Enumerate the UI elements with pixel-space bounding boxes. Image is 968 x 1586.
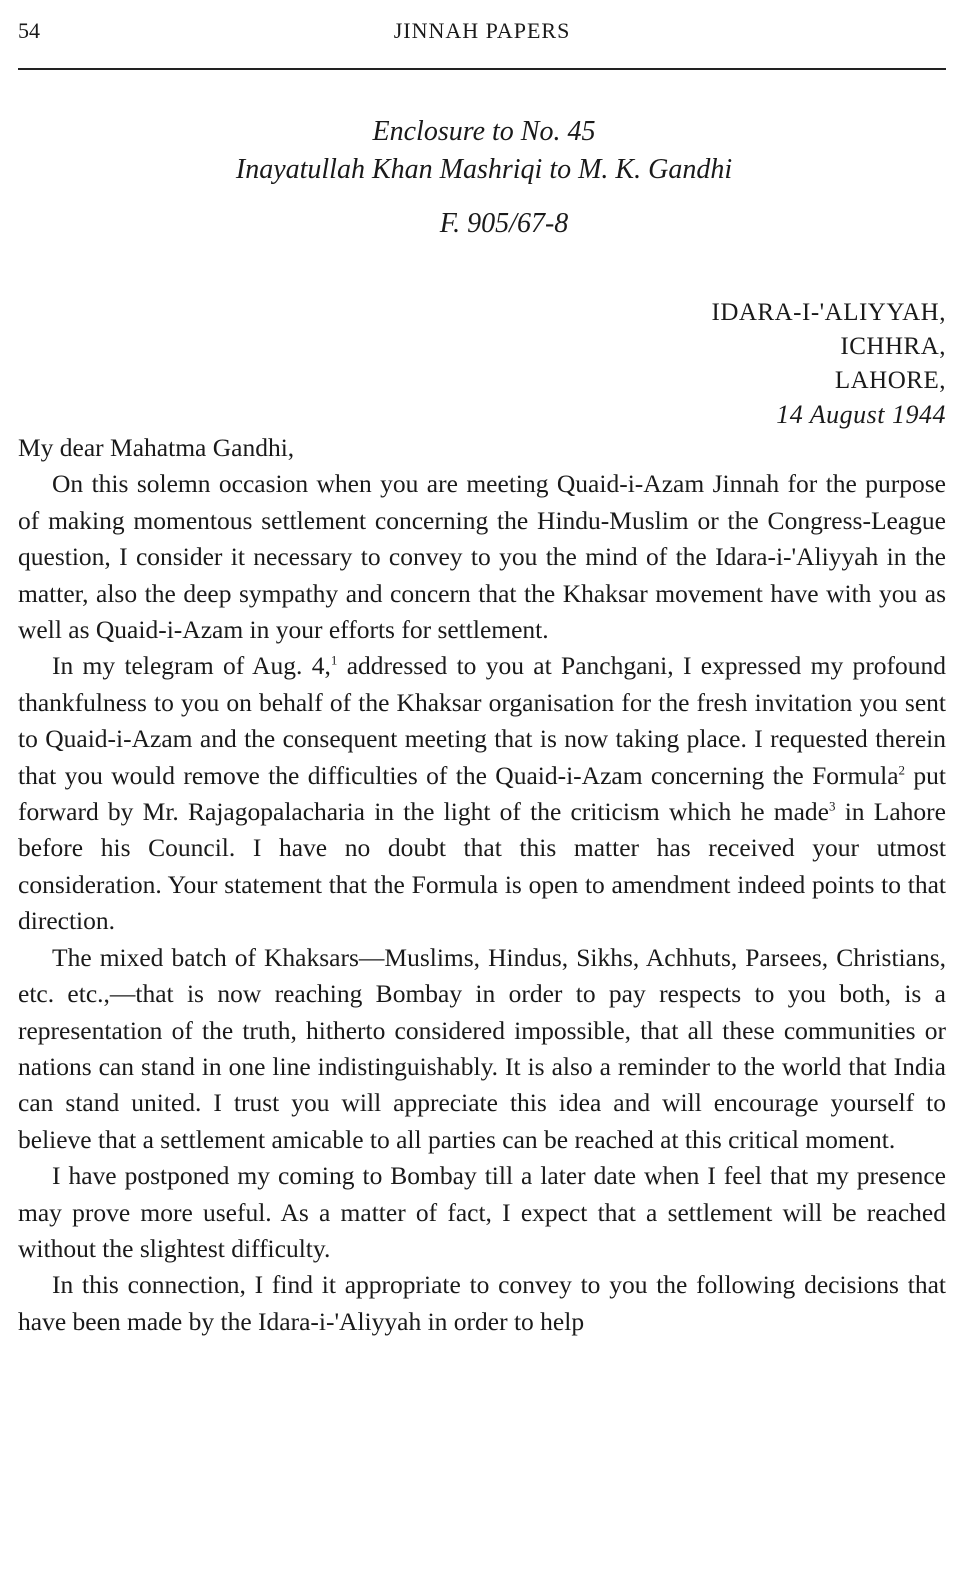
page-header xyxy=(18,14,946,50)
salutation: My dear Mahatma Gandhi, xyxy=(18,433,295,462)
letter-date: 14 August 1944 xyxy=(776,400,946,429)
paragraph-2-text: In my telegram of Aug. 4, xyxy=(52,651,331,681)
enclosure-heading: Enclosure to No. 45 xyxy=(372,116,596,147)
paragraph-3: The mixed batch of Khaksars—Muslims, Hindus, Sikhs, Achhuts, Parsees, Christians, etc. etc.,—that is now reaching Bombay in order to pay respects to you both, is a representation of the truth, hitherto considered impossible, that all these communities or nations can stand in one line indistinguishably. It is also a reminder to the world that India can stand united. I trust you will appreciate this idea and will encourage yourself to believe that a settlement amicable to all parties can be reached at this critical moment. xyxy=(18,942,946,1154)
letter-body xyxy=(18,430,946,1340)
correspondents-heading: Inayatullah Khan Mashriqi to M. K. Gandhi xyxy=(235,154,733,185)
sender-address xyxy=(712,296,947,432)
paragraph-4: I have postponed my coming to Bombay till a later date when I feel that my presence may prove more useful. As a matter of fact, I expect that a settlement will be reached without the slightest difficulty. xyxy=(18,1161,946,1263)
address-line-1: IDARA-I-'ALIYYAH, xyxy=(711,299,946,326)
running-title: JINNAH PAPERS xyxy=(393,18,571,43)
paragraph-5: In this connection, I find it appropriate to convey to you the following decisions that have been made by the Idara-i-'Aliyyah in order to help xyxy=(18,1270,946,1336)
paragraph-1: On this solemn occasion when you are meeting Quaid-i-Azam Jinnah for the purpose of making momentous settlement concerning the Hindu-Muslim or the Congress-League question, I consider it necessary to convey to you the mind of the Idara-i-'Aliyyah in the matter, also the deep sympathy and concern that the Khaksar movement have with you as well as Quaid-i-Azam in your efforts for settlement. xyxy=(18,469,946,645)
footnote-ref-1[interactable]: 1 xyxy=(330,652,338,668)
header-rule xyxy=(18,68,946,70)
paragraph-2 xyxy=(18,648,946,939)
page-number: 54 xyxy=(18,18,40,43)
file-reference: F. 905/67-8 xyxy=(439,208,569,239)
footnote-ref-2[interactable]: 2 xyxy=(898,762,906,778)
footnote-ref-3[interactable]: 3 xyxy=(829,798,836,814)
paragraph-2-text: addressed to you at Panchgani, I expressed my profound thankfulness to you on behalf of the Khaksar organisation for the fresh invitation you sent to Quaid-i-Azam and the consequent meeting that is now taking place. I requested therein that you would remove the difficulties of the Quaid-i-Azam concerning the Formula xyxy=(18,651,947,790)
paragraph-2-text: in Lahore before his Council. I have no doubt that this matter has received your utmost consideration. Your statement that the Formula is open to amendment indeed points to that direction. xyxy=(18,797,946,936)
paragraph-2-text: put forward by Mr. Rajagopalacharia in the light of the criticism which he made xyxy=(18,760,946,827)
address-line-3: LAHORE, xyxy=(834,367,946,394)
address-line-2: ICHHRA, xyxy=(840,333,946,360)
